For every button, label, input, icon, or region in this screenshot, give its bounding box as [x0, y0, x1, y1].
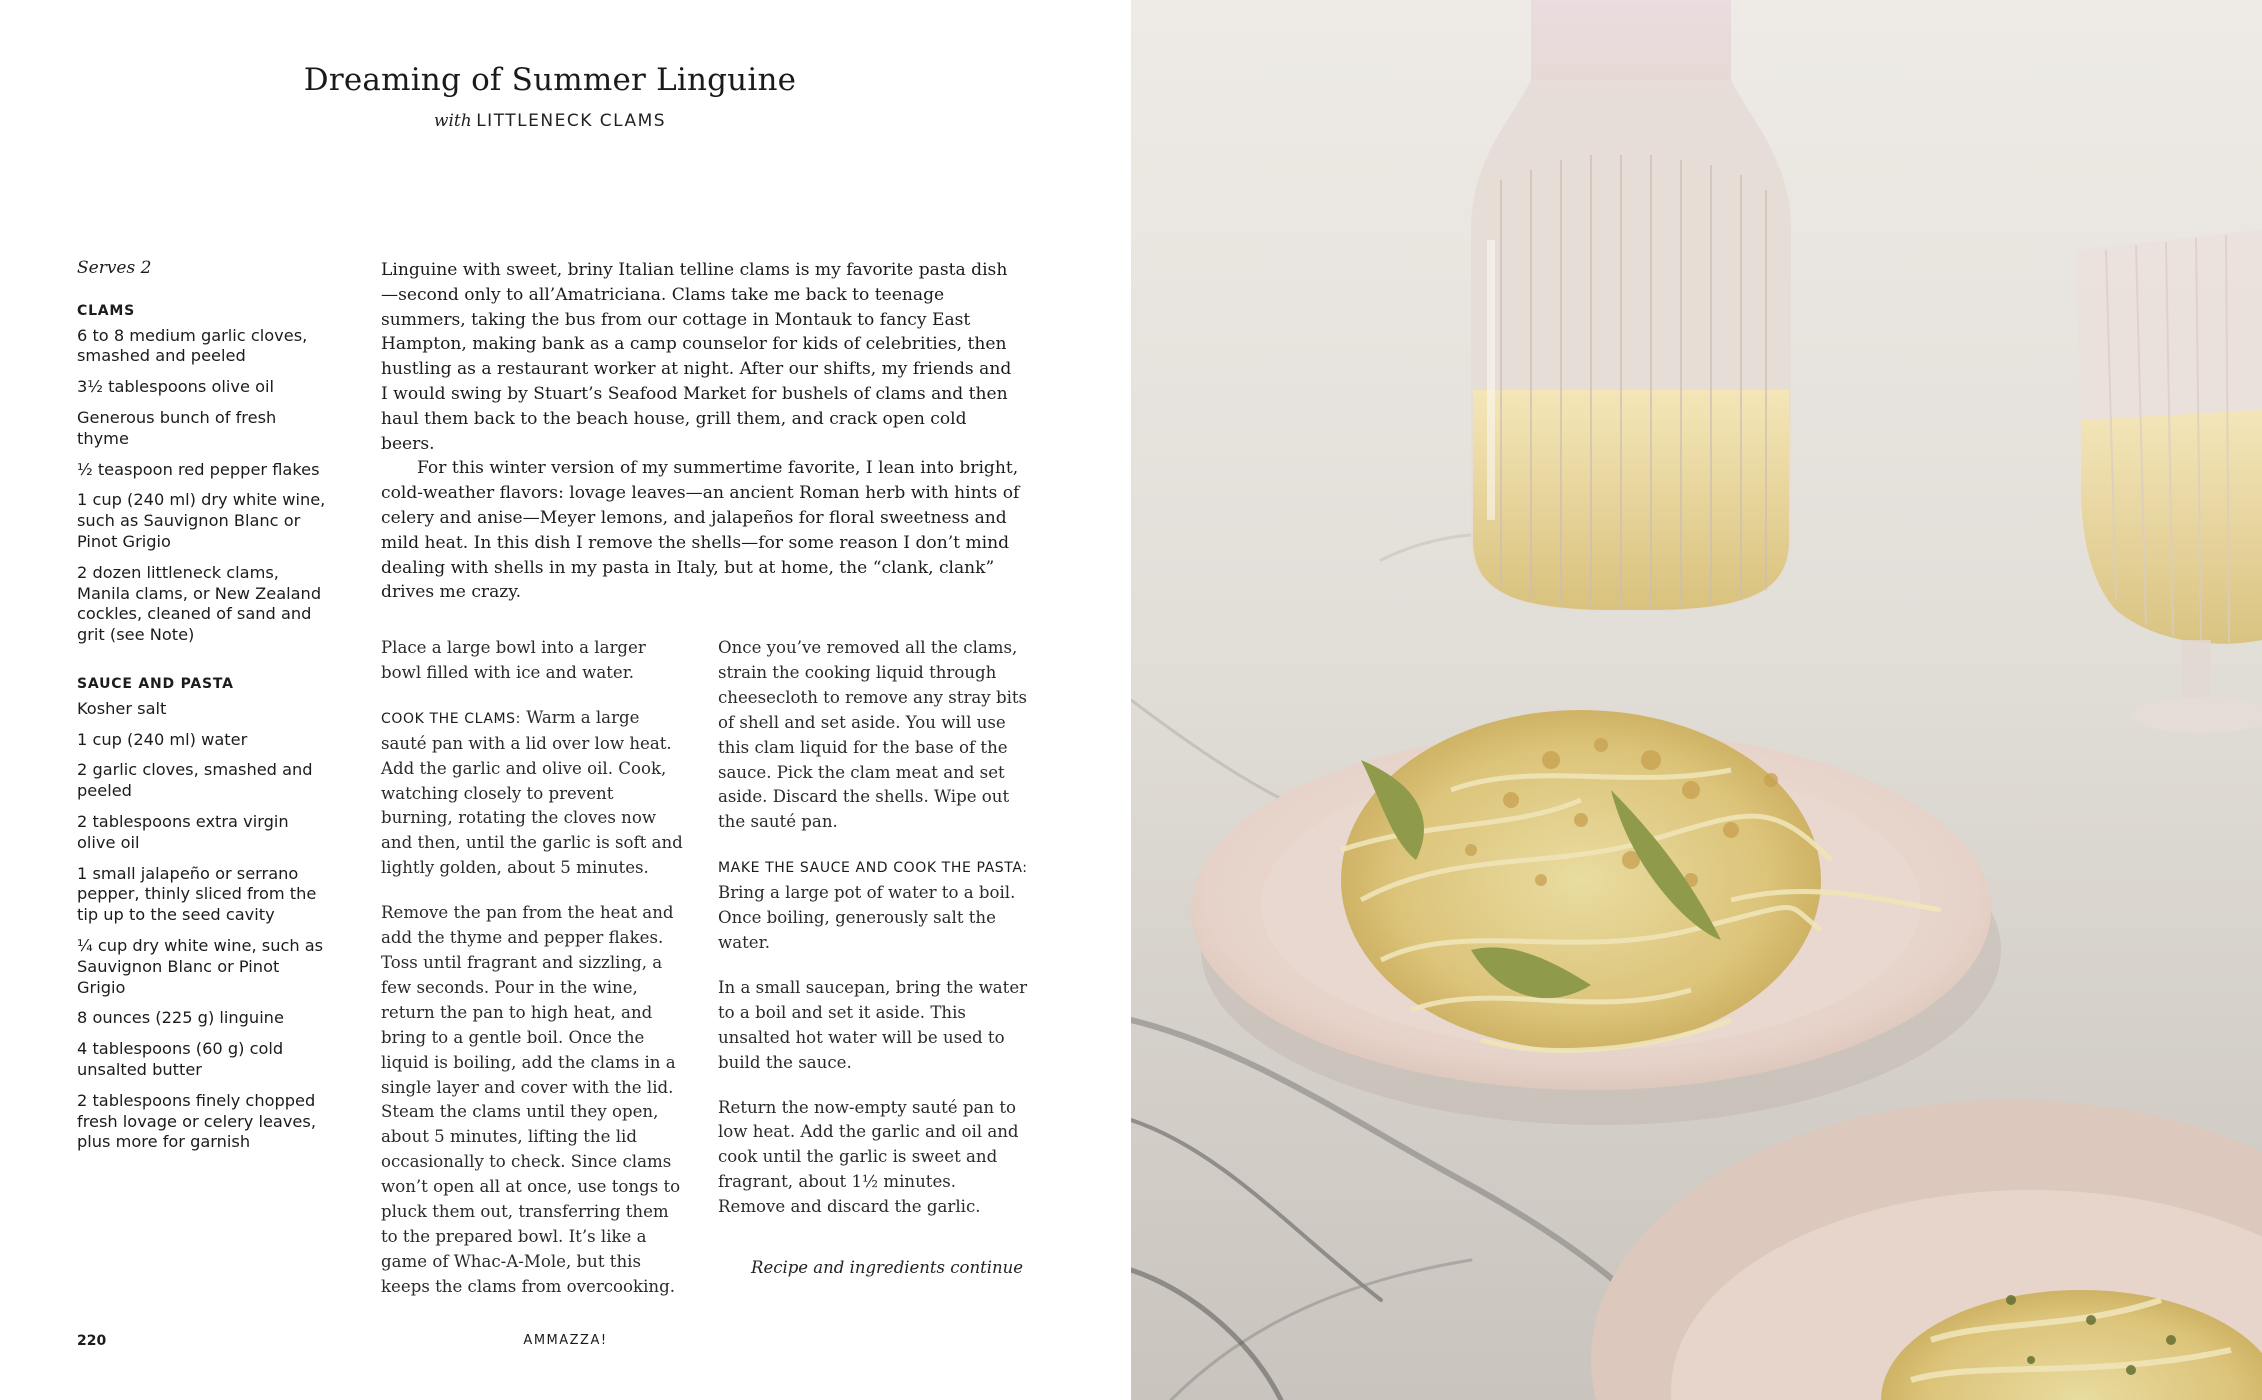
subtitle-with: with — [433, 111, 472, 131]
method-paragraph: In a small saucepan, bring the water to a boil and set it aside. This unsalted hot water will be used to build the sauce. — [718, 977, 1028, 1072]
clams-ingredient-list — [77, 326, 327, 646]
step-text: Bring a large pot of water to a boil. Once boiling, generously salt the water. — [718, 883, 1016, 952]
ingredient-item: 2 tablespoons finely chopped fresh lovage or celery leaves, plus more for garnish — [77, 1090, 316, 1152]
intro-text — [381, 258, 1021, 605]
intro-paragraph: For this winter version of my summertime favorite, I lean into bright, cold-weather flavors: lovage leaves—an ancient Roman herb with hints of celery and anise—Meyer lemons, and jalapeños for floral sweetness and mild heat. In this dish I remove the shells—for some reason I don’t mind dealing with shells in my pasta in Italy, but at home, the “clank, clank” drives me crazy. — [381, 458, 1020, 603]
ingredient-item: 1 cup (240 ml) dry white wine, such as Sauvignon Blanc or Pinot Grigio — [77, 490, 326, 551]
ingredients-sidebar — [77, 258, 327, 1163]
food-photo-illustration — [1131, 0, 2262, 1400]
method-paragraph: Return the now-empty sauté pan to low heat. Add the garlic and oil and cook until the garlic is sweet and fragrant, about 1½ minutes. Remove and discard the garlic. — [718, 1097, 1019, 1217]
step-label: COOK THE CLAMS: — [381, 710, 521, 727]
ingredient-item: 1 cup (240 ml) water — [77, 729, 248, 749]
method-column-1 — [381, 636, 689, 1320]
sauce-heading: SAUCE AND PASTA — [77, 675, 234, 692]
ingredient-item: 6 to 8 medium garlic cloves, smashed and peeled — [77, 325, 308, 366]
ingredient-item: ¼ cup dry white wine, such as Sauvignon Blanc or Pinot Grigio — [77, 935, 324, 997]
sauce-ingredient-list — [77, 699, 327, 1153]
ingredient-item: 2 garlic cloves, smashed and peeled — [77, 760, 313, 801]
recipe-title: Dreaming of Summer Linguine — [303, 62, 797, 98]
clams-heading: CLAMS — [77, 302, 136, 319]
ingredient-item: 3½ tablespoons olive oil — [77, 377, 274, 397]
ingredient-item: 4 tablespoons (60 g) cold unsalted butter — [77, 1039, 284, 1079]
method-paragraph — [381, 706, 689, 881]
ingredient-item: 8 ounces (225 g) linguine — [77, 1008, 284, 1028]
serves-label: Serves 2 — [77, 258, 152, 278]
recipe-subtitle — [0, 110, 1100, 131]
subtitle-main: LITTLENECK CLAMS — [476, 111, 667, 131]
ingredient-item: Kosher salt — [77, 698, 167, 718]
running-head: AMMAZZA! — [523, 1333, 608, 1348]
ingredient-item: ½ teaspoon red pepper flakes — [77, 459, 320, 479]
method-paragraph: Once you’ve removed all the clams, strain the cooking liquid through cheesecloth to remove any stray bits of shell and set aside. You will use this clam liquid for the base of the sauce. Pick the clam meat and set aside. Discard the shells. Wipe out the sauté pan. — [718, 638, 1028, 832]
method-paragraph — [718, 855, 1028, 956]
ingredient-item: Generous bunch of fresh thyme — [77, 407, 277, 448]
continue-note: Recipe and ingredients continue — [751, 1258, 1023, 1277]
method-paragraph: Remove the pan from the heat and add the thyme and pepper flakes. Toss until fragrant and sizzling, a few seconds. Pour in the wine, return the pan to high heat, and bring to a gentle boil. Once the liquid is boiling, add the clams in a single layer and cover with the lid. Steam the clams until they open, about 5 minutes, lifting the lid occasionally to check. Since clams won’t open all at once, use tongs to pluck them out, transferring them to the prepared bowl. It’s like a game of Whac-A-Mole, but this keeps the clams from overcooking. — [381, 903, 681, 1296]
ingredient-item: 2 tablespoons extra virgin olive oil — [77, 811, 289, 852]
ingredient-item: 1 small jalapeño or serrano pepper, thinly sliced from the tip up to the seed cavity — [77, 863, 317, 925]
step-text: Warm a large sauté pan with a lid over low heat. Add the garlic and olive oil. Cook, watching closely to prevent burning, rotating the cloves now and then, until the garlic is soft and lightly golden, about 5 minutes. — [381, 707, 683, 878]
intro-paragraph: Linguine with sweet, briny Italian telline clams is my favorite pasta dish—second only to all’Amatriciana. Clams take me back to teenage summers, taking the bus from our cottage in Montauk to fancy East Hampton, making bank as a camp counselor for kids of celebrities, then hustling as a restaurant worker at night. After our shifts, my friends and I would swing by Stuart’s Seafood Market for bushels of clams and then haul them back to the beach house, grill them, and crack open cold beers. — [381, 260, 1012, 454]
ingredient-item: 2 dozen littleneck clams, Manila clams, or New Zealand cockles, cleaned of sand and grit (see Note) — [77, 562, 322, 645]
title-block — [0, 62, 1100, 131]
step-label: MAKE THE SAUCE AND COOK THE PASTA: — [718, 860, 1028, 877]
method-paragraph: Place a large bowl into a larger bowl filled with ice and water. — [381, 638, 646, 682]
page-number: 220 — [77, 1333, 107, 1349]
method-column-2 — [718, 636, 1028, 1240]
food-photo — [1131, 0, 2262, 1400]
